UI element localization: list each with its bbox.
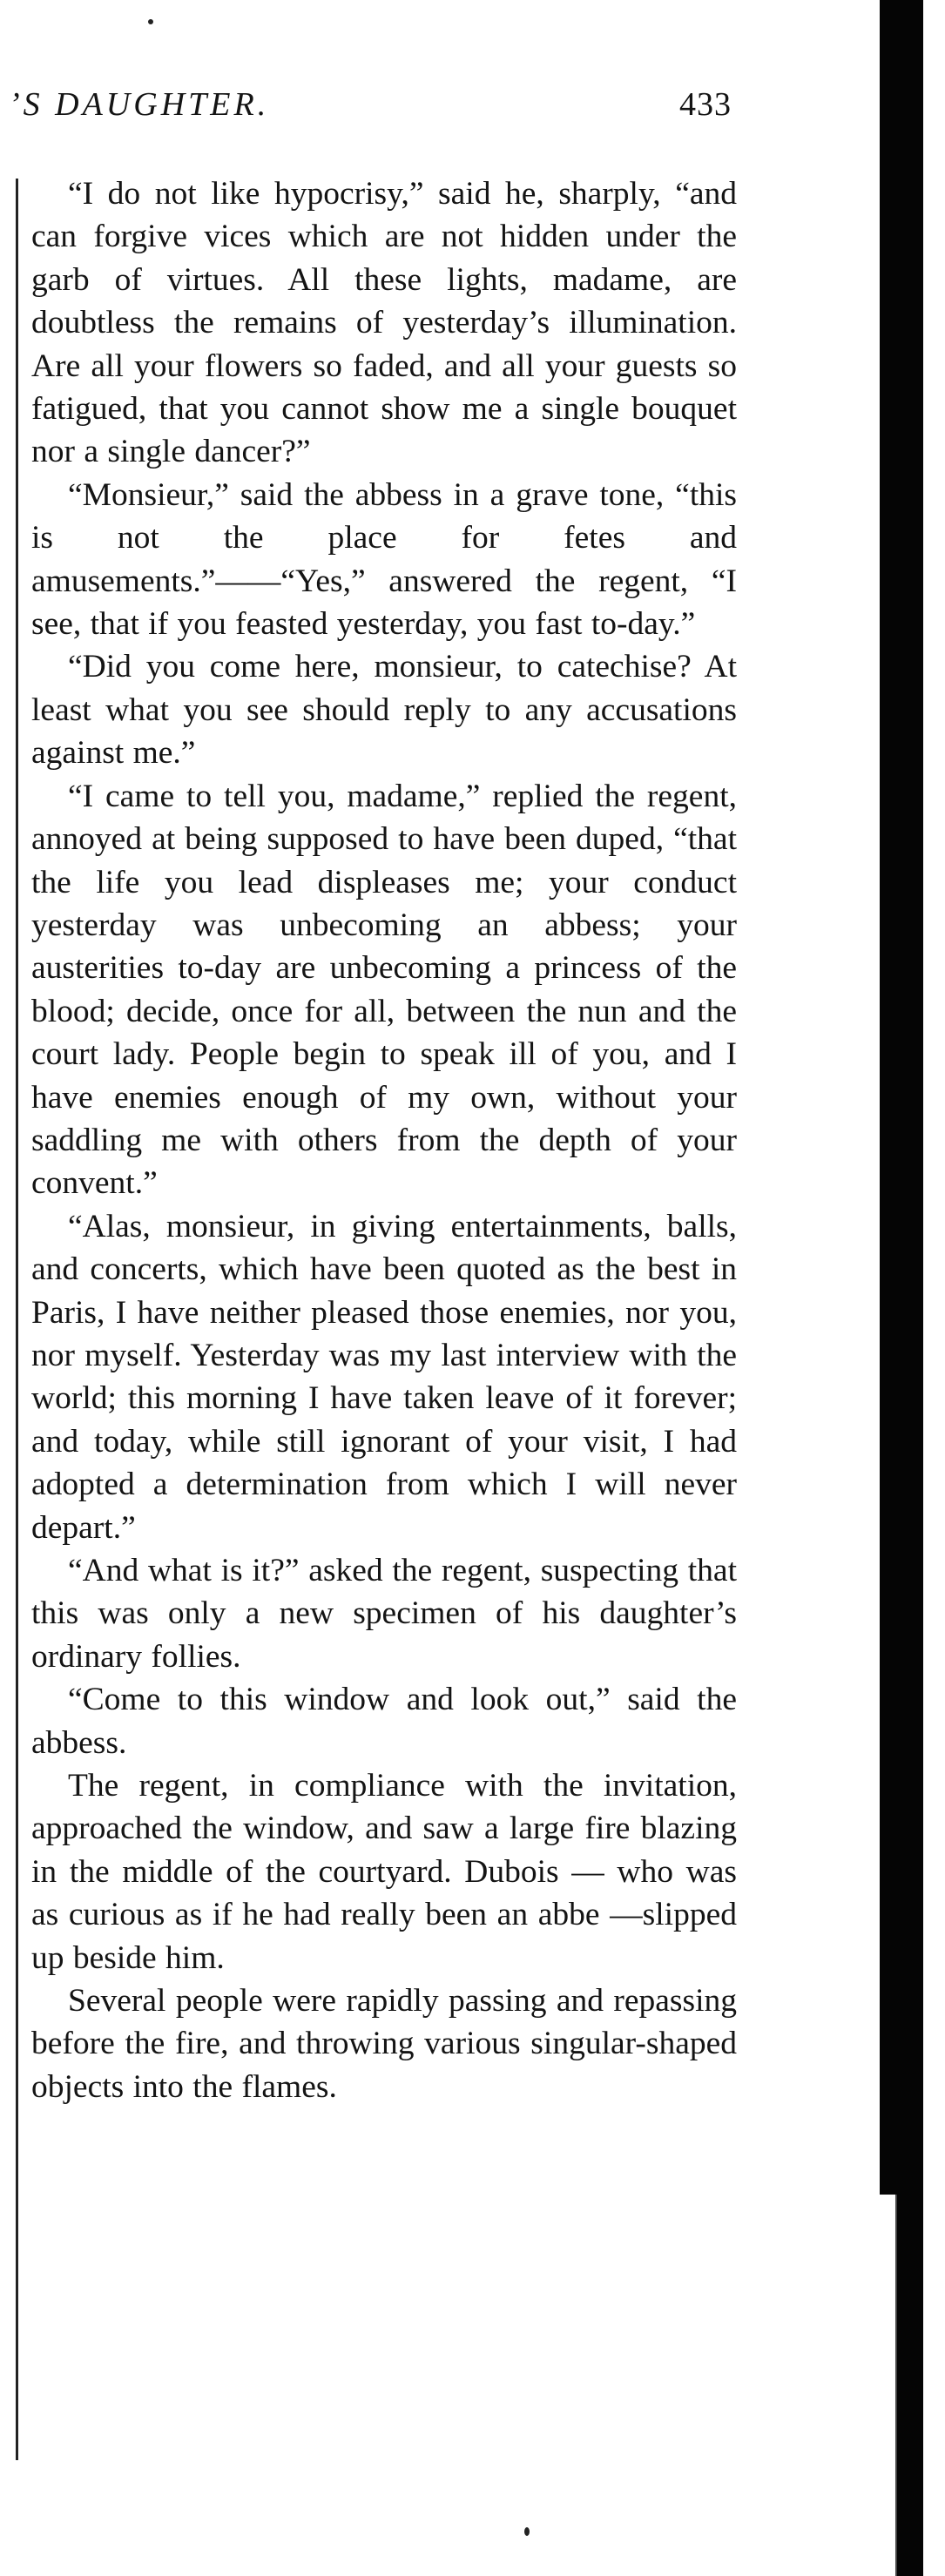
running-head <box>9 85 732 138</box>
paragraph: “And what is it?” asked the regent, suspecting that this was only a new specimen of his daughter’s ordinary follies. <box>31 1553 737 1675</box>
paragraph: “Alas, monsieur, in giving entertainments, balls, and concerts, which have been quoted as the best in Paris, I have neither pleased those enemies, nor you, nor myself. Yesterday was my last interview with the world; this morning I have taken leave of it forever; and today, while still ignorant of your visit, I had adopted a determination from which I will never depart.” <box>31 1208 737 1546</box>
body-text <box>31 172 737 2108</box>
scan-edge-notch <box>880 2195 897 2576</box>
ink-speck-bottom <box>524 2527 530 2536</box>
running-head-title: ’S DAUGHTER. <box>9 86 270 123</box>
paragraph: Several people were rapidly passing and repassing before the fire, and throwing various singular-shaped objects into the flames. <box>31 1983 737 2105</box>
page-number: 433 <box>679 86 732 123</box>
paragraph: The regent, in compliance with the invitation, approached the window, and saw a large fire blazing in the middle of the courtyard. Dubois — who was as curious as if he had really been an abbe —slipped up beside him. <box>31 1768 737 1976</box>
paragraph: “Did you come here, monsieur, to catechise? At least what you see should reply to any accusations against me.” <box>31 649 737 772</box>
scan-edge-shadow <box>880 0 923 2576</box>
paragraph: “I do not like hypocrisy,” said he, sharply, “and can forgive vices which are not hidden under the garb of virtues. All these lights, madame, are doubtless the remains of yesterday’s illumination. Are all your flowers so faded, and all your guests so fatigued, that you cannot show me a single bouquet nor a single dancer?” <box>31 176 737 470</box>
paragraph: “Come to this window and look out,” said the abbess. <box>31 1682 737 1761</box>
paragraph: “Monsieur,” said the abbess in a grave tone, “this is not the place for fetes and amusements.”——“Yes,” answered the regent, “I see, that if you feasted yesterday, you fast to-day.” <box>31 476 737 643</box>
paragraph: “I came to tell you, madame,” replied the regent, annoyed at being supposed to have been duped, “that the life you lead displeases me; your conduct yesterday was unbecoming an abbess; your austerities to-day are unbecoming a princess of the blood; decide, once for all, between the nun and the court lady. People begin to speak ill of you, and I have enemies enough of my own, without your saddling me with others from the depth of your convent.” <box>31 778 737 1202</box>
ink-speck-top <box>148 19 153 24</box>
left-margin-rule <box>16 179 18 2460</box>
